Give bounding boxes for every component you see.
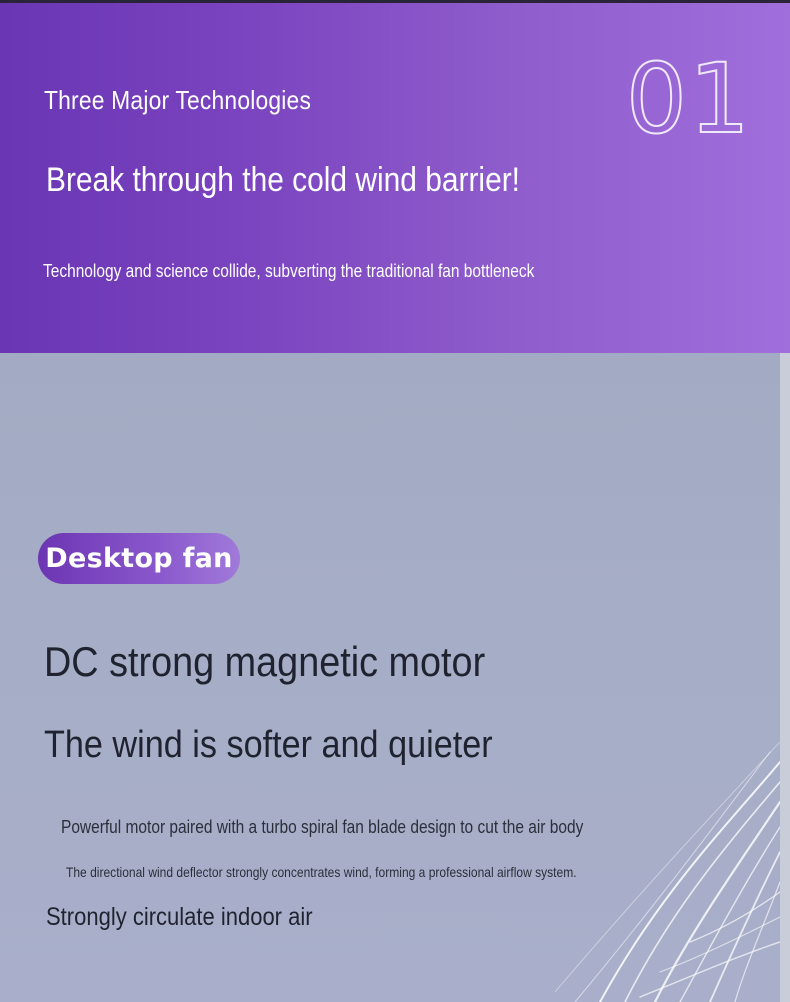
hero-banner xyxy=(0,3,790,353)
circulation-heading: Strongly circulate indoor air xyxy=(46,903,313,931)
section-number: 01 xyxy=(625,43,752,155)
wind-heading: The wind is softer and quieter xyxy=(44,724,493,766)
product-section xyxy=(0,353,790,1002)
motor-heading: DC strong magnetic motor xyxy=(44,638,486,685)
hero-title: Break through the cold wind barrier! xyxy=(46,161,520,199)
badge-label: Desktop fan xyxy=(45,543,233,574)
desktop-fan-badge xyxy=(38,533,240,584)
motor-description: Powerful motor paired with a turbo spiral fan blade design to cut the air body xyxy=(61,817,584,837)
hero-kicker: Three Major Technologies xyxy=(44,85,312,115)
hero-subtitle: Technology and science collide, subverting the traditional fan bottleneck xyxy=(43,261,535,281)
deflector-description: The directional wind deflector strongly concentrates wind, forming a professional airflow system. xyxy=(66,864,577,880)
right-edge-strip xyxy=(780,353,790,1002)
